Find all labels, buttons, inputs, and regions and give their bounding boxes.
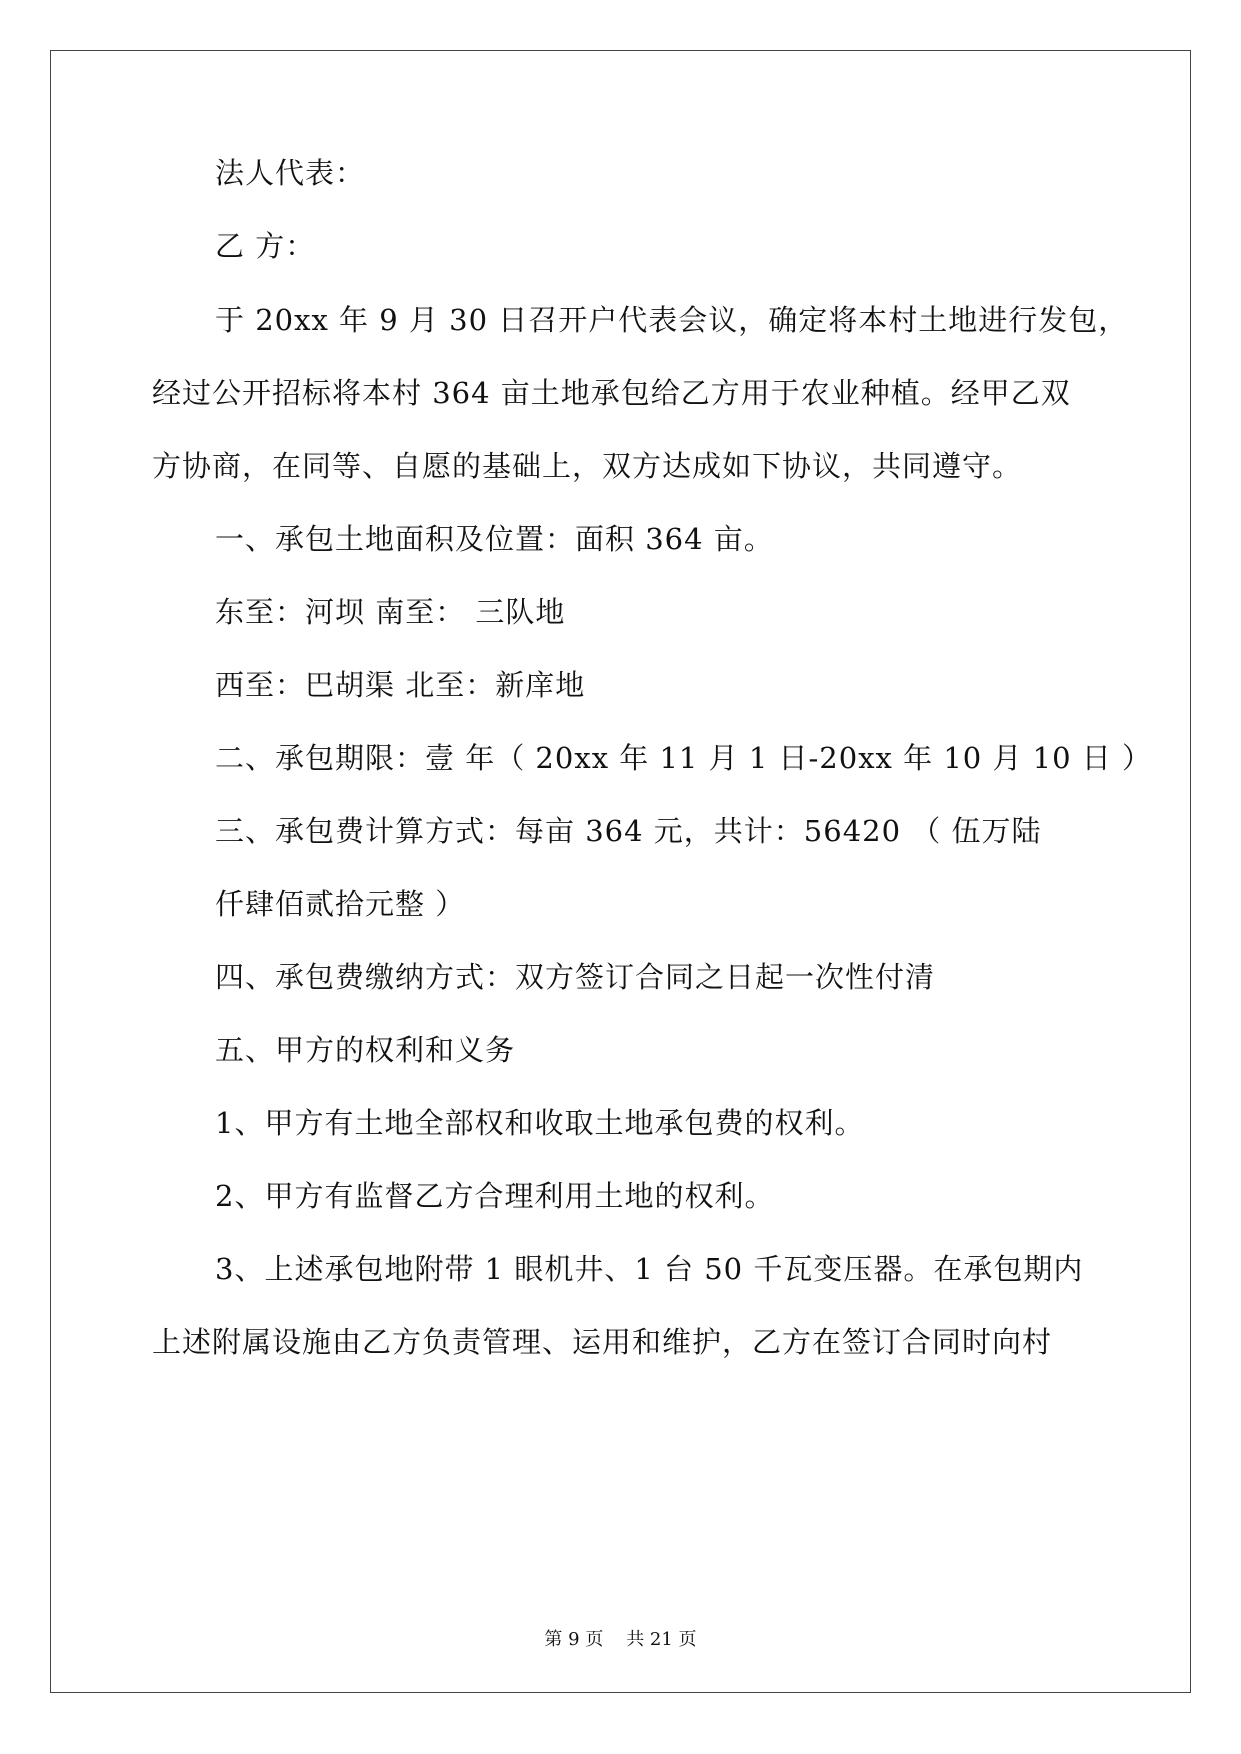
text-line-item-2: 2、甲方有监督乙方合理利用土地的权利。 <box>215 1179 775 1213</box>
text-line-item-3-continued: 上述附属设施由乙方负责管理、运用和维护，乙方在签订合同时向村 <box>152 1325 1053 1359</box>
text-line-clause-4: 四、承包费缴纳方式：双方签订合同之日起一次性付清 <box>215 960 936 994</box>
text-line-item-1: 1、甲方有土地全部权和收取土地承包费的权利。 <box>215 1106 865 1140</box>
text-line-intro-3: 方协商，在同等、自愿的基础上，双方达成如下协议，共同遵守。 <box>152 449 1023 483</box>
text-line-boundary-east-south: 东至：河坝 南至： 三队地 <box>215 595 566 629</box>
text-line-legal-representative: 法人代表： <box>215 156 366 190</box>
text-line-clause-1: 一、承包土地面积及位置：面积 364 亩。 <box>215 522 774 556</box>
text-line-clause-5: 五、甲方的权利和义务 <box>215 1033 516 1067</box>
text-line-clause-3: 三、承包费计算方式：每亩 364 元，共计：56420 （ 伍万陆 <box>215 814 1042 848</box>
text-line-intro-1: 于 20xx 年 9 月 30 日召开户代表会议，确定将本村土地进行发包， <box>215 303 1129 337</box>
text-line-item-3: 3、上述承包地附带 1 眼机井、1 台 50 千瓦变压器。在承包期内 <box>215 1252 1084 1286</box>
page-number: 第 9 页 共 21 页 <box>544 1629 697 1650</box>
page-border <box>50 50 1191 1693</box>
text-line-party-b: 乙 方： <box>215 229 316 263</box>
text-line-intro-2: 经过公开招标将本村 364 亩土地承包给乙方用于农业种植。经甲乙双 <box>152 376 1071 410</box>
text-line-clause-2: 二、承包期限：壹 年（ 20xx 年 11 月 1 日-20xx 年 10 月 10 日 ） <box>215 741 1153 775</box>
text-line-boundary-west-north: 西至：巴胡渠 北至：新庠地 <box>215 668 586 702</box>
text-line-clause-3-amount: 仟肆佰贰拾元整 ） <box>215 887 466 921</box>
